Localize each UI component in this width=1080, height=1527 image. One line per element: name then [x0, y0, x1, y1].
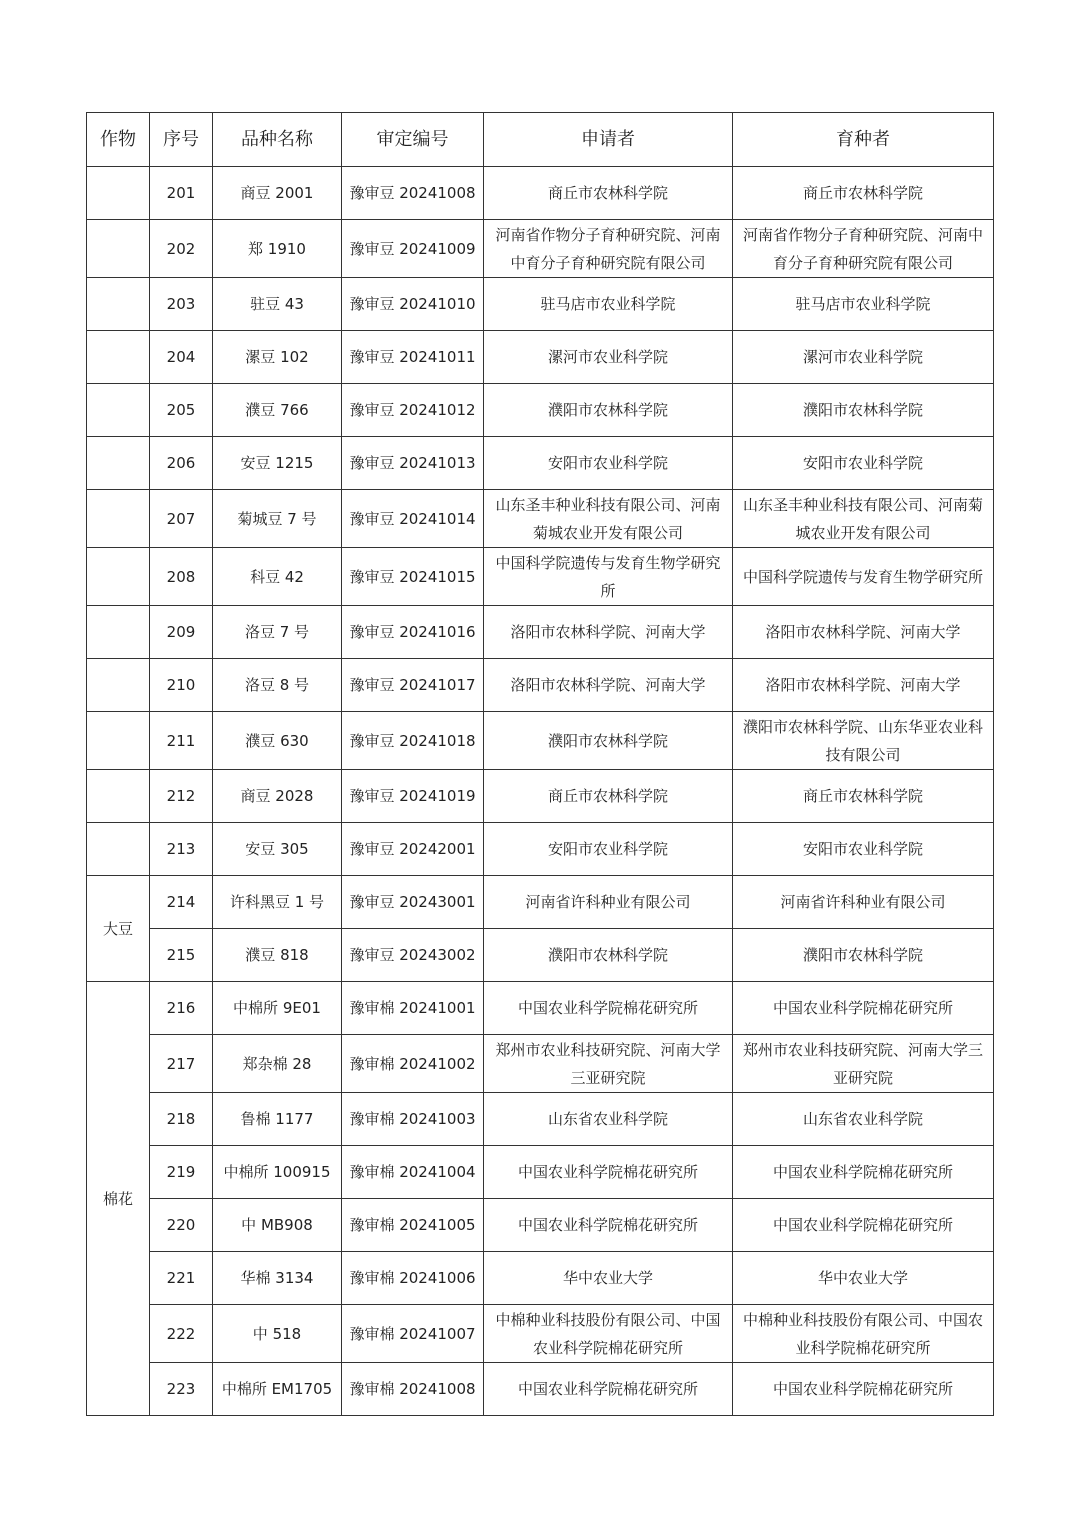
crop-cell [87, 712, 150, 770]
approval-cell: 豫审棉 20241008 [342, 1363, 484, 1416]
no-cell: 212 [150, 770, 213, 823]
applicant-cell: 中国农业科学院棉花研究所 [484, 1199, 733, 1252]
approval-cell: 豫审棉 20241004 [342, 1146, 484, 1199]
breeder-cell: 山东圣丰种业科技有限公司、河南菊城农业开发有限公司 [733, 490, 994, 548]
no-cell: 223 [150, 1363, 213, 1416]
approval-cell: 豫审豆 20241017 [342, 659, 484, 712]
variety-cell: 洛豆 7 号 [213, 606, 342, 659]
table-row [87, 823, 994, 876]
applicant-cell: 安阳市农业科学院 [484, 437, 733, 490]
breeder-cell: 驻马店市农业科学院 [733, 278, 994, 331]
header-approval: 审定编号 [342, 113, 484, 167]
crop-cell: 棉花 [87, 982, 150, 1416]
approval-cell: 豫审棉 20241002 [342, 1035, 484, 1093]
applicant-cell: 华中农业大学 [484, 1252, 733, 1305]
approval-cell: 豫审豆 20242001 [342, 823, 484, 876]
applicant-cell: 洛阳市农林科学院、河南大学 [484, 659, 733, 712]
variety-cell: 驻豆 43 [213, 278, 342, 331]
approval-cell: 豫审豆 20241018 [342, 712, 484, 770]
applicant-cell: 中国农业科学院棉花研究所 [484, 982, 733, 1035]
applicant-cell: 濮阳市农林科学院 [484, 929, 733, 982]
approval-cell: 豫审棉 20241003 [342, 1093, 484, 1146]
variety-cell: 安豆 305 [213, 823, 342, 876]
breeder-cell: 漯河市农业科学院 [733, 331, 994, 384]
table-row [87, 278, 994, 331]
no-cell: 215 [150, 929, 213, 982]
table-row [87, 1146, 994, 1199]
no-cell: 206 [150, 437, 213, 490]
variety-cell: 中 518 [213, 1305, 342, 1363]
approval-cell: 豫审豆 20241015 [342, 548, 484, 606]
table-row [87, 220, 994, 278]
variety-cell: 濮豆 766 [213, 384, 342, 437]
breeder-cell: 河南省作物分子育种研究院、河南中育分子育种研究院有限公司 [733, 220, 994, 278]
applicant-cell: 山东省农业科学院 [484, 1093, 733, 1146]
no-cell: 219 [150, 1146, 213, 1199]
variety-cell: 中棉所 EM1705 [213, 1363, 342, 1416]
table-row [87, 1252, 994, 1305]
breeder-cell: 安阳市农业科学院 [733, 437, 994, 490]
no-cell: 210 [150, 659, 213, 712]
variety-cell: 濮豆 630 [213, 712, 342, 770]
crop-cell [87, 548, 150, 606]
table-row [87, 659, 994, 712]
crop-cell [87, 770, 150, 823]
no-cell: 221 [150, 1252, 213, 1305]
approval-cell: 豫审豆 20241019 [342, 770, 484, 823]
table-row [87, 384, 994, 437]
approval-cell: 豫审豆 20241013 [342, 437, 484, 490]
header-no: 序号 [150, 113, 213, 167]
breeder-cell: 濮阳市农林科学院、山东华亚农业科技有限公司 [733, 712, 994, 770]
variety-cell: 商豆 2028 [213, 770, 342, 823]
applicant-cell: 郑州市农业科技研究院、河南大学三亚研究院 [484, 1035, 733, 1093]
variety-cell: 科豆 42 [213, 548, 342, 606]
applicant-cell: 中国农业科学院棉花研究所 [484, 1146, 733, 1199]
breeder-cell: 商丘市农林科学院 [733, 770, 994, 823]
applicant-cell: 商丘市农林科学院 [484, 770, 733, 823]
applicant-cell: 中国科学院遗传与发育生物学研究所 [484, 548, 733, 606]
no-cell: 211 [150, 712, 213, 770]
table-row [87, 167, 994, 220]
breeder-cell: 郑州市农业科技研究院、河南大学三亚研究院 [733, 1035, 994, 1093]
header-applicant: 申请者 [484, 113, 733, 167]
table-row [87, 929, 994, 982]
approval-cell: 豫审豆 20241014 [342, 490, 484, 548]
applicant-cell: 河南省许科种业有限公司 [484, 876, 733, 929]
approval-cell: 豫审豆 20241008 [342, 167, 484, 220]
header-crop: 作物 [87, 113, 150, 167]
breeder-cell: 河南省许科种业有限公司 [733, 876, 994, 929]
variety-cell: 许科黑豆 1 号 [213, 876, 342, 929]
variety-cell: 华棉 3134 [213, 1252, 342, 1305]
table-row [87, 982, 994, 1035]
variety-cell: 中棉所 9E01 [213, 982, 342, 1035]
breeder-cell: 安阳市农业科学院 [733, 823, 994, 876]
applicant-cell: 中棉种业科技股份有限公司、中国农业科学院棉花研究所 [484, 1305, 733, 1363]
breeder-cell: 中国农业科学院棉花研究所 [733, 1146, 994, 1199]
no-cell: 205 [150, 384, 213, 437]
variety-cell: 郑杂棉 28 [213, 1035, 342, 1093]
no-cell: 222 [150, 1305, 213, 1363]
breeder-cell: 中国农业科学院棉花研究所 [733, 982, 994, 1035]
crop-cell [87, 490, 150, 548]
variety-cell: 洛豆 8 号 [213, 659, 342, 712]
applicant-cell: 漯河市农业科学院 [484, 331, 733, 384]
crop-cell [87, 606, 150, 659]
crop-cell [87, 220, 150, 278]
table-row [87, 490, 994, 548]
approval-cell: 豫审豆 20241012 [342, 384, 484, 437]
approval-cell: 豫审豆 20241011 [342, 331, 484, 384]
header-breeder: 育种者 [733, 113, 994, 167]
breeder-cell: 洛阳市农林科学院、河南大学 [733, 659, 994, 712]
approval-cell: 豫审棉 20241006 [342, 1252, 484, 1305]
variety-cell: 商豆 2001 [213, 167, 342, 220]
variety-cell: 濮豆 818 [213, 929, 342, 982]
applicant-cell: 安阳市农业科学院 [484, 823, 733, 876]
crop-cell [87, 278, 150, 331]
no-cell: 220 [150, 1199, 213, 1252]
applicant-cell: 驻马店市农业科学院 [484, 278, 733, 331]
approval-cell: 豫审豆 20241009 [342, 220, 484, 278]
variety-cell: 漯豆 102 [213, 331, 342, 384]
table-row [87, 606, 994, 659]
no-cell: 218 [150, 1093, 213, 1146]
no-cell: 213 [150, 823, 213, 876]
breeder-cell: 山东省农业科学院 [733, 1093, 994, 1146]
crop-cell [87, 331, 150, 384]
breeder-cell: 华中农业大学 [733, 1252, 994, 1305]
applicant-cell: 山东圣丰种业科技有限公司、河南菊城农业开发有限公司 [484, 490, 733, 548]
no-cell: 216 [150, 982, 213, 1035]
applicant-cell: 洛阳市农林科学院、河南大学 [484, 606, 733, 659]
table-row [87, 331, 994, 384]
approval-cell: 豫审棉 20241001 [342, 982, 484, 1035]
breeder-cell: 洛阳市农林科学院、河南大学 [733, 606, 994, 659]
variety-cell: 安豆 1215 [213, 437, 342, 490]
table-row [87, 712, 994, 770]
approval-cell: 豫审豆 20241010 [342, 278, 484, 331]
variety-approval-table [86, 112, 994, 1416]
no-cell: 202 [150, 220, 213, 278]
header-variety: 品种名称 [213, 113, 342, 167]
table-row [87, 437, 994, 490]
no-cell: 201 [150, 167, 213, 220]
header-row [87, 113, 994, 167]
breeder-cell: 中国科学院遗传与发育生物学研究所 [733, 548, 994, 606]
table-row [87, 1199, 994, 1252]
variety-cell: 中 MB908 [213, 1199, 342, 1252]
breeder-cell: 濮阳市农林科学院 [733, 384, 994, 437]
approval-cell: 豫审棉 20241007 [342, 1305, 484, 1363]
no-cell: 208 [150, 548, 213, 606]
applicant-cell: 中国农业科学院棉花研究所 [484, 1363, 733, 1416]
table-row [87, 876, 994, 929]
table-row [87, 1035, 994, 1093]
approval-cell: 豫审棉 20241005 [342, 1199, 484, 1252]
no-cell: 209 [150, 606, 213, 659]
crop-cell [87, 823, 150, 876]
table-row [87, 1093, 994, 1146]
breeder-cell: 中棉种业科技股份有限公司、中国农业科学院棉花研究所 [733, 1305, 994, 1363]
variety-cell: 菊城豆 7 号 [213, 490, 342, 548]
table-row [87, 1305, 994, 1363]
no-cell: 204 [150, 331, 213, 384]
no-cell: 203 [150, 278, 213, 331]
crop-cell [87, 659, 150, 712]
variety-cell: 郑 1910 [213, 220, 342, 278]
table-row [87, 548, 994, 606]
no-cell: 217 [150, 1035, 213, 1093]
approval-cell: 豫审豆 20241016 [342, 606, 484, 659]
applicant-cell: 河南省作物分子育种研究院、河南中育分子育种研究院有限公司 [484, 220, 733, 278]
crop-cell [87, 167, 150, 220]
approval-cell: 豫审豆 20243001 [342, 876, 484, 929]
variety-cell: 鲁棉 1177 [213, 1093, 342, 1146]
no-cell: 207 [150, 490, 213, 548]
approval-cell: 豫审豆 20243002 [342, 929, 484, 982]
breeder-cell: 中国农业科学院棉花研究所 [733, 1199, 994, 1252]
crop-cell: 大豆 [87, 876, 150, 982]
breeder-cell: 商丘市农林科学院 [733, 167, 994, 220]
variety-cell: 中棉所 100915 [213, 1146, 342, 1199]
table-row [87, 1363, 994, 1416]
applicant-cell: 濮阳市农林科学院 [484, 712, 733, 770]
applicant-cell: 濮阳市农林科学院 [484, 384, 733, 437]
no-cell: 214 [150, 876, 213, 929]
breeder-cell: 中国农业科学院棉花研究所 [733, 1363, 994, 1416]
breeder-cell: 濮阳市农林科学院 [733, 929, 994, 982]
crop-cell [87, 437, 150, 490]
table-row [87, 770, 994, 823]
crop-cell [87, 384, 150, 437]
applicant-cell: 商丘市农林科学院 [484, 167, 733, 220]
